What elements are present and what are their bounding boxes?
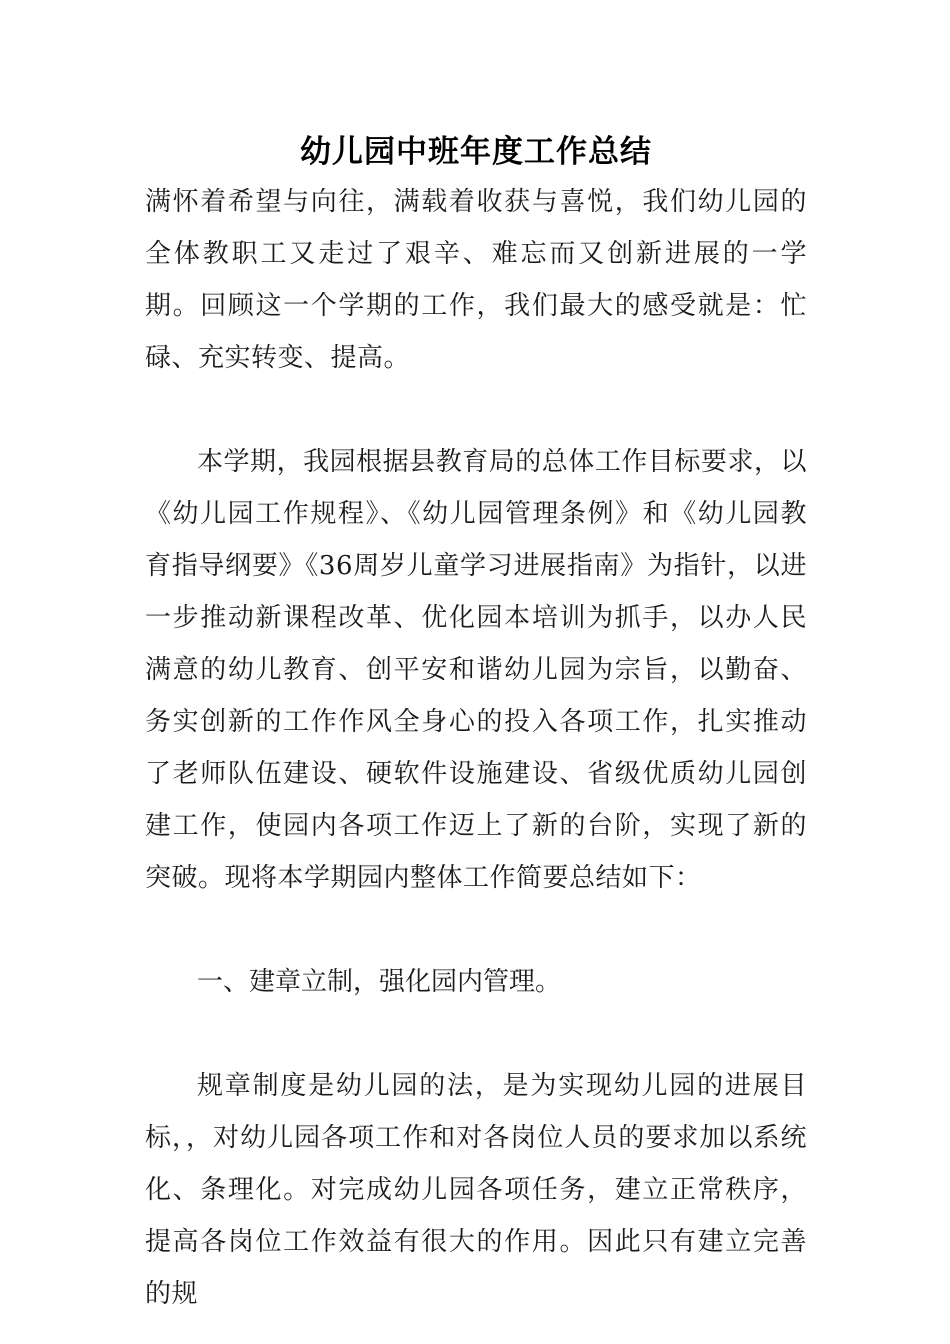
paragraph-intro: 满怀着希望与向往，满载着收获与喜悦，我们幼儿园的全体教职工又走过了艰辛、难忘而又创新进展的一学期。回顾这一个学期的工作，我们最大的感受就是：忙碌、充实转变、提高。 (145, 187, 807, 373)
document-title: 幼儿园中班年度工作总结 (300, 134, 652, 170)
document-page (145, 0, 807, 1320)
paragraph-rules: 规章制度是幼儿园的法，是为实现幼儿园的进展目标，，对幼儿园各项工作和对各岗位人员的要求加以系统化、条理化。对完成幼儿园各项任务，建立正常秩序，提高各岗位工作效益有很大的作用。因此只有建立完善的规 (145, 1071, 807, 1309)
section-heading-1: 一、建章立制，强化园内管理。 (197, 967, 562, 997)
paragraph-overview: 本学期，我园根据县教育局的总体工作目标要求，以《幼儿园工作规程》、《幼儿园管理条例》和《幼儿园教育指导纲要》《36周岁儿童学习进展指南》为指针，以进一步推动新课程改革、优化园本培训为抓手，以办人民满意的幼儿教育、创平安和谐幼儿园为宗旨，以勤奋、务实创新的工作作风全身心的投入各项工作，扎实推动了老师队伍建设、硬软件设施建设、省级优质幼儿园创建工作，使园内各项工作迈上了新的台阶，实现了新的突破。现将本学期园内整体工作简要总结如下： (145, 447, 807, 893)
